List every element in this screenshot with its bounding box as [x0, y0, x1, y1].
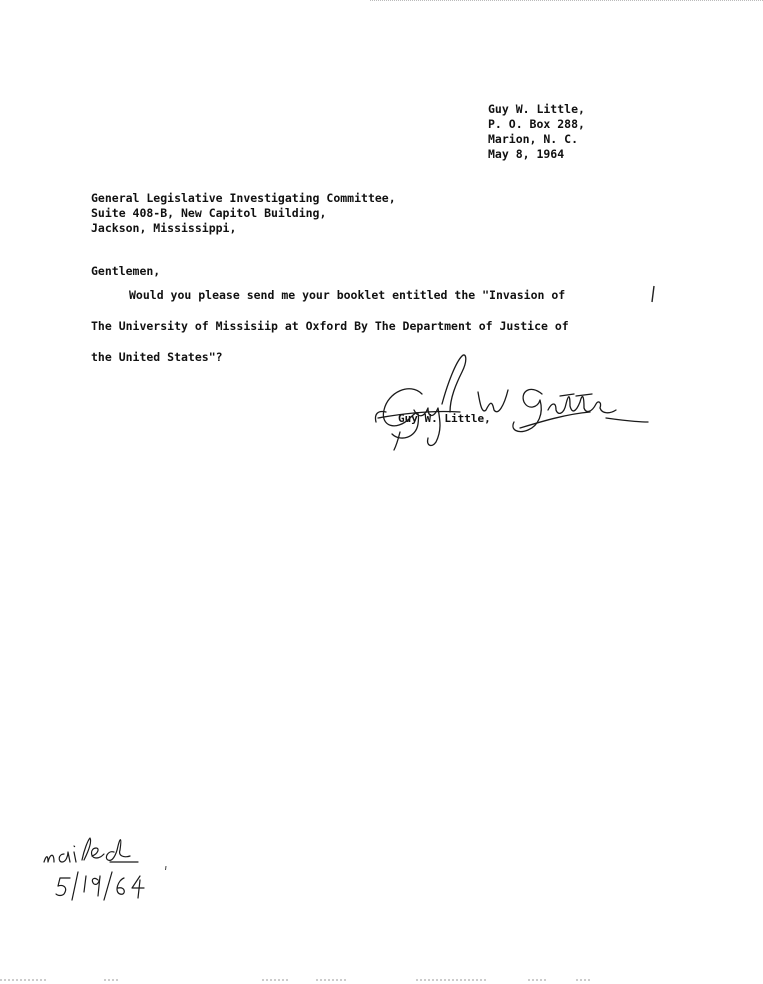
recipient-line-3: Jackson, Mississippi, [91, 221, 237, 235]
stray-pen-mark [650, 285, 656, 303]
sender-block [488, 102, 585, 162]
recipient-line-2: Suite 408-B, New Capitol Building, [91, 206, 327, 220]
sender-address-2: Marion, N. C. [488, 132, 579, 146]
body-line-3: the United States"? [91, 350, 223, 364]
body-line-2: The University of Missisiip at Oxford By The Department of Justice of [91, 319, 569, 333]
handwritten-mailed-note [40, 832, 180, 902]
scan-edge-dots [370, 0, 763, 4]
letter-date: May 8, 1964 [488, 147, 565, 161]
body-line-1: Would you please send me your booklet entitled the "Invasion of [129, 288, 566, 302]
sender-name: Guy W. Little, [488, 102, 585, 116]
scan-bottom-marks [0, 976, 763, 984]
handwritten-signature [370, 352, 655, 452]
salutation: Gentlemen, [91, 264, 161, 278]
recipient-line-1: General Legislative Investigating Committee, [91, 191, 396, 205]
recipient-block [91, 191, 396, 236]
typed-signature-name: Guy W. Little, [398, 412, 491, 425]
sender-address-1: P. O. Box 288, [488, 117, 585, 131]
